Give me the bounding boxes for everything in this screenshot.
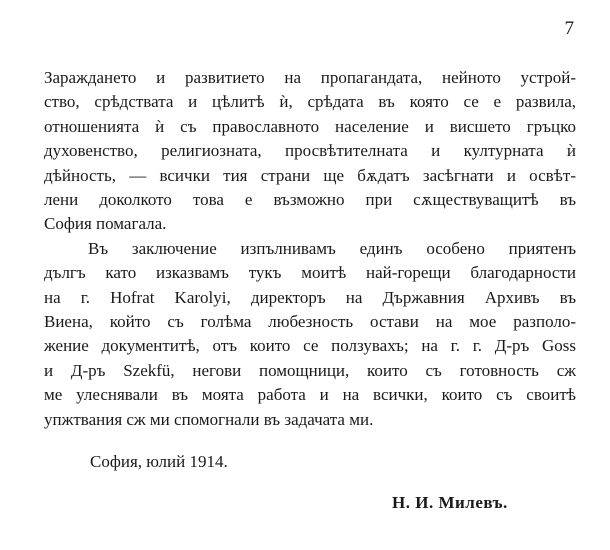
text-line: дѣйность, — всички тия страни ще бѫдатъ засѣгнати и освѣт- <box>44 165 576 185</box>
text-line: жение документитѣ, отъ които се ползувахъ; на г. г. Д-ръ Goss <box>44 336 576 356</box>
text-line: на г. Hofrat Karolyi, директоръ на Държавния Архивъ въ <box>44 287 576 307</box>
text-line: упжтвания сж ми спомогнали въ задачата ми. <box>44 409 374 429</box>
text-line: и Д-ръ Szekfü, негови помощници, които съ готовность сж <box>44 360 576 380</box>
signature: Н. И. Милевъ. <box>392 493 508 512</box>
text-line: Въ заключение изпълнивамъ единъ особено приятенъ <box>88 238 576 258</box>
text-line: отношенията ѝ съ православното население и висшето гръцко <box>44 116 576 136</box>
text-line: лени доколкото това е възможно при сѫществуващитѣ въ <box>44 190 576 210</box>
text-line: ство, срѣдствата и цѣлитѣ ѝ, срѣдата въ която се е развила, <box>44 92 576 112</box>
text-line: София помагала. <box>44 214 167 234</box>
paragraph-1 <box>44 66 576 237</box>
text-line: Зараждането и развитието на пропагандата, нейното устрой- <box>44 68 576 87</box>
dateline: София, юлий 1914. <box>90 452 228 471</box>
text-line: ме улеснявали въ моята работа и на всички, които съ своитѣ <box>44 385 576 405</box>
text-line: духовенство, религиозната, просвѣтителната и културната ѝ <box>44 141 576 161</box>
paragraph-2 <box>44 237 576 432</box>
text-line: Виена, който съ голѣма любезность остави на мое разполо- <box>44 312 576 332</box>
page-number: 7 <box>564 18 574 39</box>
text-line: дългъ като изказвамъ тукъ моитѣ най-горещи благодарности <box>44 263 576 283</box>
body-text <box>44 66 576 432</box>
